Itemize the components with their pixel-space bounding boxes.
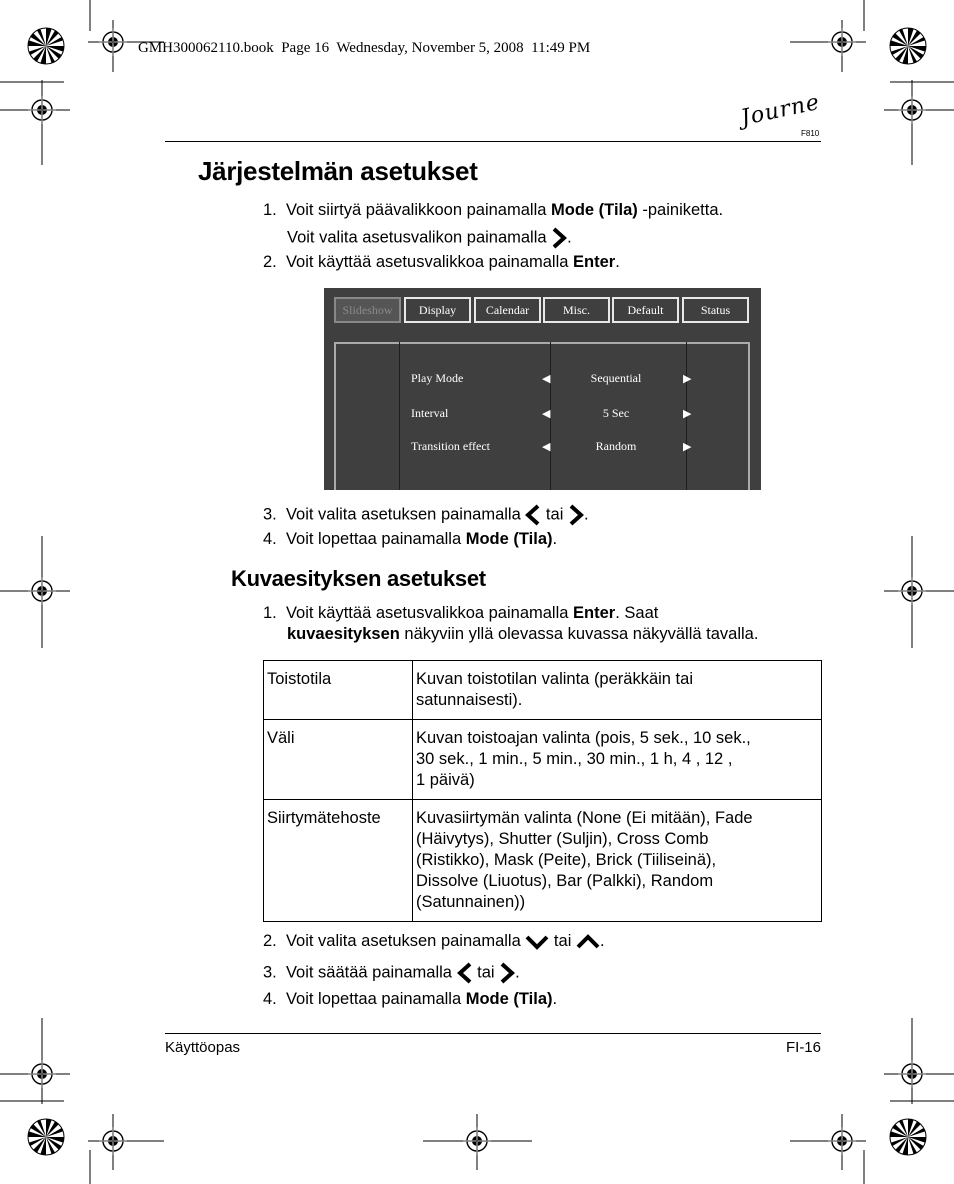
section-title-slideshow-settings: Kuvaesityksen asetukset [231,566,486,591]
menu-label-interval: Interval [411,406,449,420]
model-number: F810 [801,129,820,138]
arrow-left-icon: ◀ [542,441,551,453]
footer-left: Käyttöopas [165,1039,241,1056]
tab-display: Display [404,297,471,323]
brand-logo: Journe [738,89,823,131]
arrow-left-icon: ◀ [542,408,551,420]
device-menu-screenshot [324,288,761,490]
s2-step-1: 1. Voit käyttää asetusvalikkoa painamalla Enter. Saat [263,604,659,622]
table-row [264,661,822,720]
chevron-right-icon [551,227,567,249]
chevron-right-icon [568,504,584,526]
table-term: Väli [264,720,413,800]
step-1-continued: Voit valita asetusvalikon painamalla . [287,227,572,249]
table-term: Siirtymätehoste [264,800,413,922]
s2-step-2: 2. Voit valita asetuksen painamalla tai . [263,932,605,950]
step-4: 4. Voit lopettaa painamalla Mode (Tila). [263,530,558,548]
page-number: FI-16 [785,1039,821,1056]
header-rule [165,141,821,142]
settings-table [263,660,822,922]
menu-label-transition: Transition effect [411,439,490,453]
section-title-system-settings: Järjestelmän asetukset [198,156,478,186]
chevron-right-icon [499,962,515,984]
table-desc: Kuvan toistoajan valinta (pois, 5 sek., 10 sek., 30 sek., 1 min., 5 min., 30 min., 1 h, 4 , 12 , 1 päivä) [413,720,822,800]
chevron-down-icon [525,934,549,950]
table-desc: Kuvan toistotilan valinta (peräkkäin tai satunnaisesti). [413,661,822,720]
table-row [264,800,822,922]
table-term: Toistotila [264,661,413,720]
s2-step-4: 4. Voit lopettaa painamalla Mode (Tila). [263,990,558,1008]
s2-step-3: 3. Voit säätää painamalla tai . [263,962,520,984]
tab-calendar: Calendar [474,297,541,323]
table-row [264,720,822,800]
table-desc: Kuvasiirtymän valinta (None (Ei mitään), Fade (Häivytys), Shutter (Suljin), Cross Comb (Ristikko), Mask (Peite), Brick (Tiiliseinä), Dissolve (Liuotus), Bar (Palkki), Random (Satunnainen)) [413,800,822,922]
menu-label-play-mode: Play Mode [411,371,464,385]
chevron-left-icon [457,962,473,984]
tab-misc: Misc. [543,297,610,323]
s2-step-1-continued: kuvaesityksen näkyviin yllä olevassa kuvassa näkyvällä tavalla. [287,625,759,643]
menu-value-play-mode: Sequential [590,371,642,385]
step-1: 1. Voit siirtyä päävalikkoon painamalla Mode (Tila) -painiketta. [263,201,724,219]
print-header: GMH300062110.book Page 16 Wednesday, November 5, 2008 11:49 PM [138,40,591,56]
step-2: 2. Voit käyttää asetusvalikkoa painamalla Enter. [263,253,620,271]
arrow-right-icon: ▶ [683,441,692,453]
chevron-up-icon [576,934,600,950]
step-3: 3. Voit valita asetuksen painamalla tai . [263,504,589,526]
footer-rule [165,1033,821,1034]
panel-divider [399,342,400,490]
tab-default: Default [612,297,679,323]
tab-slideshow: Slideshow [334,297,401,323]
arrow-left-icon: ◀ [542,373,551,385]
chevron-left-icon [525,504,541,526]
tab-status: Status [682,297,749,323]
menu-value-transition: Random [595,439,637,453]
arrow-right-icon: ▶ [683,408,692,420]
menu-value-interval: 5 Sec [602,406,630,420]
arrow-right-icon: ▶ [683,373,692,385]
